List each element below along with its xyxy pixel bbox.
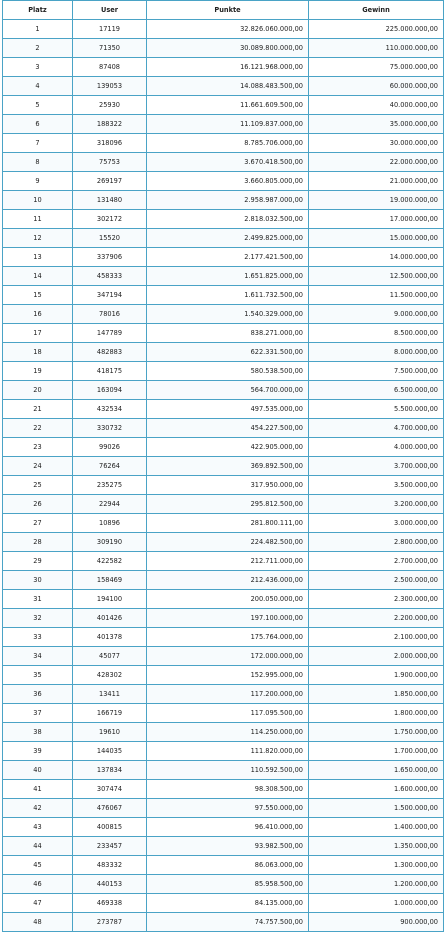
table-row [3, 647, 444, 666]
points-cell: 8.785.706.000,00 [147, 134, 309, 153]
rank-cell: 16 [3, 305, 73, 324]
rank-cell: 36 [3, 685, 73, 704]
rank-cell: 8 [3, 153, 73, 172]
table-row [3, 343, 444, 362]
user-id-cell: 440153 [73, 875, 147, 894]
user-id-cell: 188322 [73, 115, 147, 134]
prize-cell: 900.000,00 [309, 913, 444, 932]
points-cell: 74.757.500,00 [147, 913, 309, 932]
rank-cell: 10 [3, 191, 73, 210]
table-row [3, 704, 444, 723]
ranking-table [2, 0, 444, 932]
table-row [3, 818, 444, 837]
table-row [3, 837, 444, 856]
prize-cell: 14.000.000,00 [309, 248, 444, 267]
rank-cell: 43 [3, 818, 73, 837]
prize-cell: 1.800.000,00 [309, 704, 444, 723]
points-cell: 114.250.000,00 [147, 723, 309, 742]
user-id-cell: 483332 [73, 856, 147, 875]
table-row [3, 362, 444, 381]
prize-cell: 15.000.000,00 [309, 229, 444, 248]
points-cell: 11.109.837.000,00 [147, 115, 309, 134]
user-id-cell: 318096 [73, 134, 147, 153]
points-cell: 197.100.000,00 [147, 609, 309, 628]
user-id-cell: 163094 [73, 381, 147, 400]
prize-cell: 60.000.000,00 [309, 77, 444, 96]
user-id-cell: 10896 [73, 514, 147, 533]
user-id-cell: 401426 [73, 609, 147, 628]
rank-cell: 28 [3, 533, 73, 552]
header-punkte: Punkte [147, 1, 309, 20]
table-row [3, 799, 444, 818]
user-id-cell: 235275 [73, 476, 147, 495]
prize-cell: 4.700.000,00 [309, 419, 444, 438]
prize-cell: 1.600.000,00 [309, 780, 444, 799]
rank-cell: 32 [3, 609, 73, 628]
points-cell: 224.482.500,00 [147, 533, 309, 552]
table-row [3, 723, 444, 742]
table-row [3, 324, 444, 343]
user-id-cell: 158469 [73, 571, 147, 590]
rank-cell: 38 [3, 723, 73, 742]
table-row [3, 856, 444, 875]
rank-cell: 37 [3, 704, 73, 723]
rank-cell: 46 [3, 875, 73, 894]
table-row [3, 457, 444, 476]
rank-cell: 21 [3, 400, 73, 419]
prize-cell: 225.000.000,00 [309, 20, 444, 39]
rank-cell: 33 [3, 628, 73, 647]
points-cell: 86.063.000,00 [147, 856, 309, 875]
rank-cell: 3 [3, 58, 73, 77]
table-row [3, 552, 444, 571]
rank-cell: 34 [3, 647, 73, 666]
user-id-cell: 400815 [73, 818, 147, 837]
header-row [3, 1, 444, 20]
rank-cell: 42 [3, 799, 73, 818]
table-row [3, 286, 444, 305]
points-cell: 281.800.111,00 [147, 514, 309, 533]
points-cell: 1.611.732.500,00 [147, 286, 309, 305]
user-id-cell: 269197 [73, 172, 147, 191]
user-id-cell: 401378 [73, 628, 147, 647]
table-row [3, 115, 444, 134]
rank-cell: 7 [3, 134, 73, 153]
user-id-cell: 15520 [73, 229, 147, 248]
points-cell: 85.958.500,00 [147, 875, 309, 894]
user-id-cell: 432534 [73, 400, 147, 419]
points-cell: 11.661.609.500,00 [147, 96, 309, 115]
table-row [3, 666, 444, 685]
table-row [3, 628, 444, 647]
points-cell: 117.095.500,00 [147, 704, 309, 723]
prize-cell: 9.000.000,00 [309, 305, 444, 324]
user-id-cell: 71350 [73, 39, 147, 58]
prize-cell: 1.350.000,00 [309, 837, 444, 856]
user-id-cell: 309190 [73, 533, 147, 552]
points-cell: 422.905.000,00 [147, 438, 309, 457]
points-cell: 16.121.968.000,00 [147, 58, 309, 77]
user-id-cell: 428302 [73, 666, 147, 685]
table-row [3, 780, 444, 799]
table-row [3, 533, 444, 552]
table-row [3, 742, 444, 761]
rank-cell: 41 [3, 780, 73, 799]
prize-cell: 1.750.000,00 [309, 723, 444, 742]
user-id-cell: 233457 [73, 837, 147, 856]
prize-cell: 1.700.000,00 [309, 742, 444, 761]
prize-cell: 4.000.000,00 [309, 438, 444, 457]
ranking-table-header [3, 1, 444, 20]
points-cell: 212.711.000,00 [147, 552, 309, 571]
table-row [3, 58, 444, 77]
table-row [3, 514, 444, 533]
points-cell: 564.700.000,00 [147, 381, 309, 400]
rank-cell: 47 [3, 894, 73, 913]
prize-cell: 2.000.000,00 [309, 647, 444, 666]
user-id-cell: 131480 [73, 191, 147, 210]
points-cell: 212.436.000,00 [147, 571, 309, 590]
prize-cell: 2.800.000,00 [309, 533, 444, 552]
header-gewinn: Gewinn [309, 1, 444, 20]
user-id-cell: 273787 [73, 913, 147, 932]
prize-cell: 2.700.000,00 [309, 552, 444, 571]
table-row [3, 96, 444, 115]
table-row [3, 20, 444, 39]
prize-cell: 17.000.000,00 [309, 210, 444, 229]
rank-cell: 31 [3, 590, 73, 609]
user-id-cell: 194100 [73, 590, 147, 609]
points-cell: 2.177.421.500,00 [147, 248, 309, 267]
user-id-cell: 422582 [73, 552, 147, 571]
prize-cell: 1.500.000,00 [309, 799, 444, 818]
rank-cell: 19 [3, 362, 73, 381]
prize-cell: 75.000.000,00 [309, 58, 444, 77]
user-id-cell: 337906 [73, 248, 147, 267]
user-id-cell: 76264 [73, 457, 147, 476]
table-row [3, 248, 444, 267]
table-row [3, 153, 444, 172]
table-row [3, 685, 444, 704]
table-row [3, 913, 444, 932]
user-id-cell: 139053 [73, 77, 147, 96]
prize-cell: 11.500.000,00 [309, 286, 444, 305]
prize-cell: 8.000.000,00 [309, 343, 444, 362]
prize-cell: 5.500.000,00 [309, 400, 444, 419]
table-row [3, 210, 444, 229]
prize-cell: 1.850.000,00 [309, 685, 444, 704]
user-id-cell: 87408 [73, 58, 147, 77]
points-cell: 497.535.000,00 [147, 400, 309, 419]
rank-cell: 27 [3, 514, 73, 533]
points-cell: 295.812.500,00 [147, 495, 309, 514]
prize-cell: 40.000.000,00 [309, 96, 444, 115]
prize-cell: 30.000.000,00 [309, 134, 444, 153]
user-id-cell: 137834 [73, 761, 147, 780]
rank-cell: 1 [3, 20, 73, 39]
table-row [3, 39, 444, 58]
prize-cell: 1.900.000,00 [309, 666, 444, 685]
rank-cell: 25 [3, 476, 73, 495]
prize-cell: 21.000.000,00 [309, 172, 444, 191]
points-cell: 622.331.500,00 [147, 343, 309, 362]
points-cell: 96.410.000,00 [147, 818, 309, 837]
rank-cell: 18 [3, 343, 73, 362]
user-id-cell: 469338 [73, 894, 147, 913]
user-id-cell: 17119 [73, 20, 147, 39]
points-cell: 1.540.329.000,00 [147, 305, 309, 324]
points-cell: 369.892.500,00 [147, 457, 309, 476]
rank-cell: 20 [3, 381, 73, 400]
prize-cell: 1.400.000,00 [309, 818, 444, 837]
prize-cell: 2.300.000,00 [309, 590, 444, 609]
user-id-cell: 166719 [73, 704, 147, 723]
prize-cell: 6.500.000,00 [309, 381, 444, 400]
table-row [3, 172, 444, 191]
prize-cell: 3.500.000,00 [309, 476, 444, 495]
prize-cell: 2.200.000,00 [309, 609, 444, 628]
user-id-cell: 418175 [73, 362, 147, 381]
user-id-cell: 147789 [73, 324, 147, 343]
rank-cell: 2 [3, 39, 73, 58]
prize-cell: 2.100.000,00 [309, 628, 444, 647]
prize-cell: 35.000.000,00 [309, 115, 444, 134]
table-row [3, 571, 444, 590]
user-id-cell: 302172 [73, 210, 147, 229]
rank-cell: 45 [3, 856, 73, 875]
rank-cell: 15 [3, 286, 73, 305]
points-cell: 580.538.500,00 [147, 362, 309, 381]
points-cell: 110.592.500,00 [147, 761, 309, 780]
rank-cell: 30 [3, 571, 73, 590]
prize-cell: 1.300.000,00 [309, 856, 444, 875]
user-id-cell: 99026 [73, 438, 147, 457]
header-platz: Platz [3, 1, 73, 20]
rank-cell: 9 [3, 172, 73, 191]
rank-cell: 40 [3, 761, 73, 780]
rank-cell: 11 [3, 210, 73, 229]
header-user: User [73, 1, 147, 20]
user-id-cell: 19610 [73, 723, 147, 742]
rank-cell: 4 [3, 77, 73, 96]
table-row [3, 875, 444, 894]
table-row [3, 609, 444, 628]
points-cell: 454.227.500,00 [147, 419, 309, 438]
table-row [3, 495, 444, 514]
points-cell: 32.826.060.000,00 [147, 20, 309, 39]
points-cell: 3.660.805.000,00 [147, 172, 309, 191]
ranking-table-body [3, 20, 444, 932]
user-id-cell: 25930 [73, 96, 147, 115]
points-cell: 84.135.000,00 [147, 894, 309, 913]
points-cell: 317.950.000,00 [147, 476, 309, 495]
table-row [3, 305, 444, 324]
points-cell: 30.089.800.000,00 [147, 39, 309, 58]
table-row [3, 191, 444, 210]
rank-cell: 29 [3, 552, 73, 571]
points-cell: 2.958.987.000,00 [147, 191, 309, 210]
prize-cell: 1.200.000,00 [309, 875, 444, 894]
table-row [3, 267, 444, 286]
points-cell: 93.982.500,00 [147, 837, 309, 856]
table-row [3, 419, 444, 438]
table-row [3, 894, 444, 913]
table-row [3, 438, 444, 457]
user-id-cell: 307474 [73, 780, 147, 799]
prize-cell: 7.500.000,00 [309, 362, 444, 381]
user-id-cell: 75753 [73, 153, 147, 172]
prize-cell: 3.200.000,00 [309, 495, 444, 514]
points-cell: 97.550.000,00 [147, 799, 309, 818]
user-id-cell: 347194 [73, 286, 147, 305]
points-cell: 200.050.000,00 [147, 590, 309, 609]
points-cell: 152.995.000,00 [147, 666, 309, 685]
user-id-cell: 476067 [73, 799, 147, 818]
table-row [3, 381, 444, 400]
rank-cell: 22 [3, 419, 73, 438]
rank-cell: 39 [3, 742, 73, 761]
rank-cell: 35 [3, 666, 73, 685]
points-cell: 1.651.825.000,00 [147, 267, 309, 286]
points-cell: 175.764.000,00 [147, 628, 309, 647]
prize-cell: 12.500.000,00 [309, 267, 444, 286]
user-id-cell: 13411 [73, 685, 147, 704]
user-id-cell: 458333 [73, 267, 147, 286]
user-id-cell: 78016 [73, 305, 147, 324]
rank-cell: 44 [3, 837, 73, 856]
user-id-cell: 330732 [73, 419, 147, 438]
prize-cell: 8.500.000,00 [309, 324, 444, 343]
prize-cell: 1.650.000,00 [309, 761, 444, 780]
prize-cell: 1.000.000,00 [309, 894, 444, 913]
table-row [3, 400, 444, 419]
rank-cell: 26 [3, 495, 73, 514]
rank-cell: 24 [3, 457, 73, 476]
table-row [3, 229, 444, 248]
table-row [3, 761, 444, 780]
rank-cell: 12 [3, 229, 73, 248]
prize-cell: 3.700.000,00 [309, 457, 444, 476]
user-id-cell: 144035 [73, 742, 147, 761]
rank-cell: 48 [3, 913, 73, 932]
rank-cell: 13 [3, 248, 73, 267]
table-row [3, 134, 444, 153]
points-cell: 98.308.500,00 [147, 780, 309, 799]
prize-cell: 2.500.000,00 [309, 571, 444, 590]
points-cell: 2.818.032.500,00 [147, 210, 309, 229]
points-cell: 2.499.825.000,00 [147, 229, 309, 248]
table-row [3, 77, 444, 96]
prize-cell: 19.000.000,00 [309, 191, 444, 210]
points-cell: 172.000.000,00 [147, 647, 309, 666]
rank-cell: 14 [3, 267, 73, 286]
points-cell: 111.820.000,00 [147, 742, 309, 761]
rank-cell: 5 [3, 96, 73, 115]
points-cell: 117.200.000,00 [147, 685, 309, 704]
prize-cell: 110.000.000,00 [309, 39, 444, 58]
rank-cell: 6 [3, 115, 73, 134]
user-id-cell: 22944 [73, 495, 147, 514]
prize-cell: 22.000.000,00 [309, 153, 444, 172]
points-cell: 838.271.000,00 [147, 324, 309, 343]
user-id-cell: 45077 [73, 647, 147, 666]
table-row [3, 590, 444, 609]
points-cell: 3.670.418.500,00 [147, 153, 309, 172]
rank-cell: 17 [3, 324, 73, 343]
user-id-cell: 482883 [73, 343, 147, 362]
prize-cell: 3.000.000,00 [309, 514, 444, 533]
points-cell: 14.088.483.500,00 [147, 77, 309, 96]
table-row [3, 476, 444, 495]
rank-cell: 23 [3, 438, 73, 457]
